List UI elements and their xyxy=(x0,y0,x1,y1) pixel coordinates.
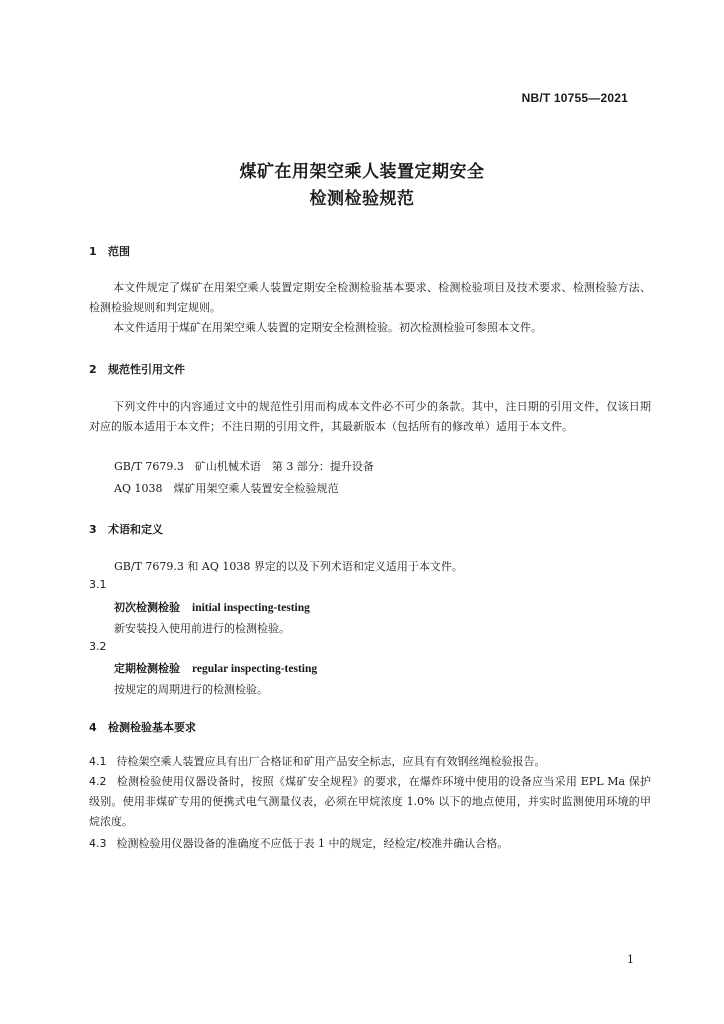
term-chinese: 初次检测检验 xyxy=(114,601,180,614)
reference-code: AQ 1038 xyxy=(114,482,163,495)
section-title: 范围 xyxy=(108,245,130,258)
section-3-paragraph-1: GB/T 7679.3 和 AQ 1038 界定的以及下列术语和定义适用于本文件。 xyxy=(114,560,463,573)
section-1-paragraph-1: 本文件规定了煤矿在用架空乘人装置定期安全检测检验基本要求、检测检验项目及技术要求、检测检验方法、检测检验规则和判定规则。 xyxy=(89,281,651,314)
term-number: 3.1 xyxy=(89,578,107,591)
normative-reference xyxy=(114,458,374,474)
section-1-paragraph-2: 本文件适用于煤矿在用架空乘人装置的定期安全检测检验。初次检测检验可参照本文件。 xyxy=(113,321,542,334)
requirement-text: 检测检验用仪器设备的准确度不应低于表 1 中的规定，经检定/校准并确认合格。 xyxy=(116,837,509,850)
standard-code: NB/T 10755—2021 xyxy=(521,91,628,105)
section-2-heading xyxy=(89,361,185,377)
requirement-number: 4.2 xyxy=(89,775,107,788)
section-3-heading xyxy=(89,521,163,537)
section-1-heading xyxy=(89,243,130,259)
requirement-number: 4.1 xyxy=(89,755,107,768)
term-english: initial inspecting-testing xyxy=(192,602,310,614)
term-definition: 按规定的周期进行的检测检验。 xyxy=(114,683,268,696)
page-number: 1 xyxy=(627,953,634,966)
term-definition: 新安装投入使用前进行的检测检验。 xyxy=(114,622,290,635)
section-number: 4 xyxy=(89,721,97,734)
section-title: 规范性引用文件 xyxy=(108,363,185,376)
term-english: regular inspecting-testing xyxy=(192,663,318,675)
requirement-text: 检测检验使用仪器设备时，按照《煤矿安全规程》的要求，在爆炸环境中使用的设备应当采用 EPL Ma 保护级别。使用非煤矿专用的便携式电气测量仪表，必须在甲烷浓度 1.0% 以下的地点使用，并实时监测使用环境的甲烷浓度。 xyxy=(89,775,651,828)
reference-code: GB/T 7679.3 xyxy=(114,460,184,473)
document-title-line2: 检测检验规范 xyxy=(309,189,415,209)
requirement-text: 待检架空乘人装置应具有出厂合格证和矿用产品安全标志，应具有有效钢丝绳检验报告。 xyxy=(116,755,546,768)
reference-title: 煤矿用架空乘人装置安全检验规范 xyxy=(173,482,339,495)
term-number: 3.2 xyxy=(89,640,107,653)
section-number: 3 xyxy=(89,523,97,536)
requirement-item xyxy=(89,772,651,832)
requirement-item xyxy=(89,834,651,854)
section-title: 检测检验基本要求 xyxy=(108,721,196,734)
normative-reference xyxy=(114,480,338,496)
section-2-paragraph-1: 下列文件中的内容通过文中的规范性引用而构成本文件必不可少的条款。其中，注日期的引用文件，仅该日期对应的版本适用于本文件；不注日期的引用文件，其最新版本（包括所有的修改单）适用于本文件。 xyxy=(89,400,651,433)
term-chinese: 定期检测检验 xyxy=(114,662,180,675)
requirement-item xyxy=(89,752,651,772)
document-title-line1: 煤矿在用架空乘人装置定期安全 xyxy=(239,162,485,182)
requirement-number: 4.3 xyxy=(89,837,107,850)
section-4-heading xyxy=(89,719,196,735)
section-number: 2 xyxy=(89,363,97,376)
term-entry xyxy=(114,599,310,615)
section-title: 术语和定义 xyxy=(108,523,163,536)
section-number: 1 xyxy=(89,245,97,258)
reference-title: 矿山机械术语 第 3 部分：提升设备 xyxy=(194,460,374,473)
term-entry xyxy=(114,660,317,676)
